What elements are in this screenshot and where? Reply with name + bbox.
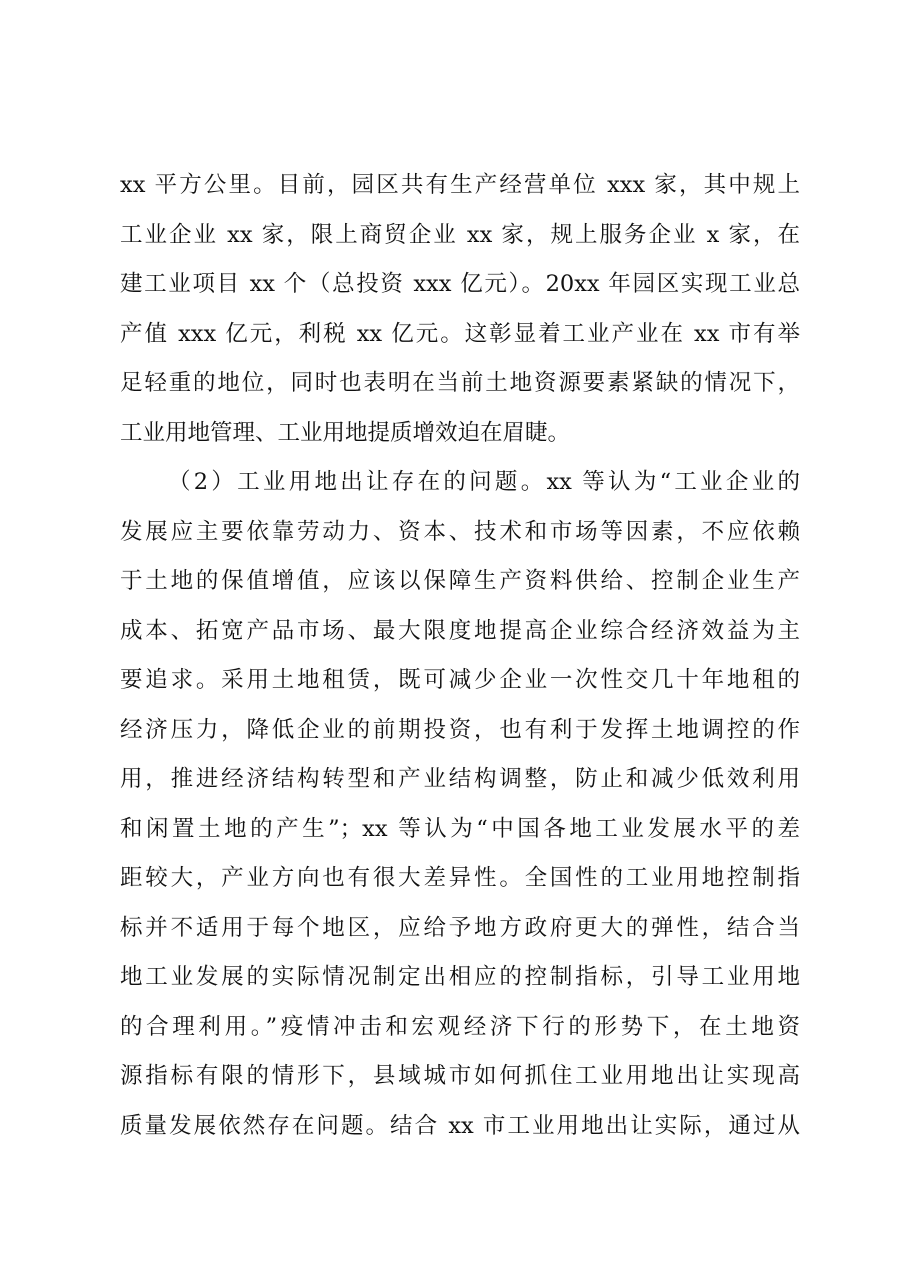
paragraph-line: 足轻重的地位，同时也表明在当前土地资源要素紧缺的情况下，	[120, 370, 800, 396]
paragraph-line: 用，推进经济结构转型和产业结构调整，防止和减少低效利用	[120, 766, 800, 792]
paragraph-line: 发展应主要依靠劳动力、资本、技术和市场等因素，不应依赖	[120, 519, 800, 545]
paragraph-line: 源指标有限的情形下，县域城市如何抓住工业用地出让实现高	[120, 1063, 800, 1089]
paragraph-line: 和闲置土地的产生”；xx 等认为“中国各地工业发展水平的差	[120, 816, 800, 842]
paragraph-line: 的合理利用。”疫情冲击和宏观经济下行的形势下，在土地资	[120, 1014, 800, 1040]
paragraph-line: 要追求。采用土地租赁，既可减少企业一次性交几十年地租的	[120, 667, 800, 693]
paragraph-line: （2）工业用地出让存在的问题。xx 等认为“工业企业的	[168, 469, 800, 495]
paragraph-line: 工业用地管理、工业用地提质增效迫在眉睫。	[120, 420, 571, 446]
paragraph-line: xx 平方公里。目前，园区共有生产经营单位 xxx 家，其中规上	[120, 172, 800, 198]
paragraph-line: 质量发展依然存在问题。结合 xx 市工业用地出让实际，通过从	[120, 1113, 800, 1139]
paragraph-line: 工业企业 xx 家，限上商贸企业 xx 家，规上服务企业 x 家，在	[120, 222, 800, 248]
paragraph-line: 距较大，产业方向也有很大差异性。全国性的工业用地控制指	[120, 865, 800, 891]
paragraph-line: 标并不适用于每个地区，应给予地方政府更大的弹性，结合当	[120, 915, 800, 941]
paragraph-line: 地工业发展的实际情况制定出相应的控制指标，引导工业用地	[120, 964, 800, 990]
paragraph-line: 成本、拓宽产品市场、最大限度地提高企业综合经济效益为主	[120, 618, 800, 644]
paragraph-line: 产值 xxx 亿元，利税 xx 亿元。这彰显着工业产业在 xx 市有举	[120, 321, 800, 347]
paragraph-line: 经济压力，降低企业的前期投资，也有利于发挥土地调控的作	[120, 717, 800, 743]
paragraph-line: 建工业项目 xx 个（总投资 xxx 亿元）。20xx 年园区实现工业总	[120, 271, 800, 297]
paragraph-line: 于土地的保值增值，应该以保障生产资料供给、控制企业生产	[120, 568, 800, 594]
